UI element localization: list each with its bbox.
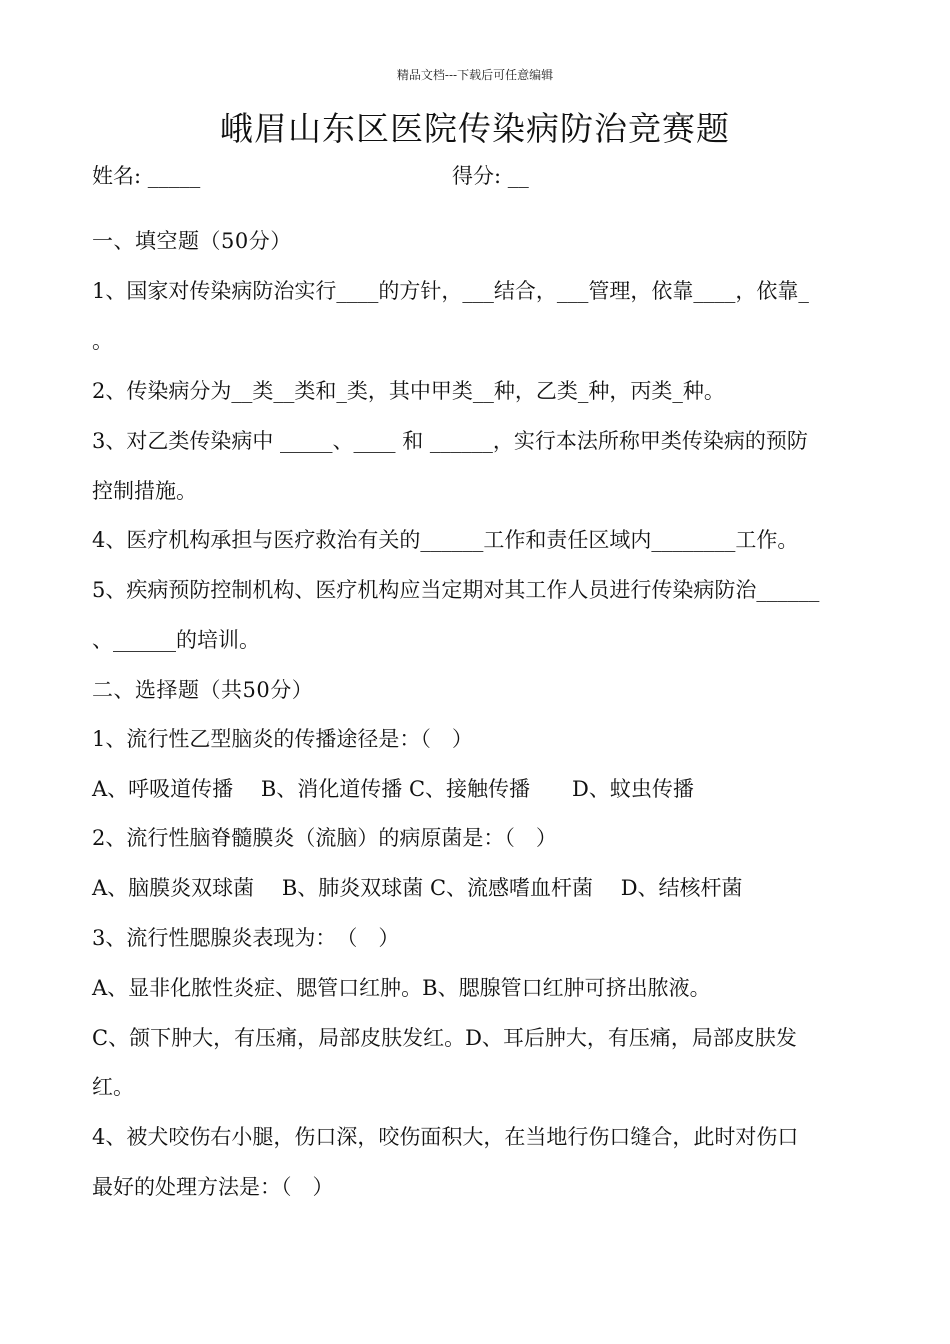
name-field-label: 姓名: _____ [92, 164, 201, 188]
question-line: 控制措施。 [92, 479, 197, 503]
header-note: 精品文档---下载后可任意编辑 [396, 68, 554, 82]
option-line: A、呼吸道传播 B、消化道传播 C、接触传播 D、蚊虫传播 [92, 777, 694, 801]
question-line: 4、被犬咬伤右小腿，伤口深，咬伤面积大，在当地行伤口缝合，此时对伤口 [92, 1125, 799, 1149]
page-title: 峨眉山东区医院传染病防治竞赛题 [220, 109, 730, 148]
question-line: 2、传染病分为__类__类和_类，其中甲类__种，乙类_种，丙类_种。 [92, 379, 725, 403]
question-line: 4、医疗机构承担与医疗救治有关的______工作和责任区域内________工作。 [92, 528, 799, 552]
question-line: 3、流行性腮腺炎表现为： （ ） [92, 926, 400, 950]
section-heading-multiple-choice: 二、选择题（共50分） [92, 678, 314, 702]
question-line: 5、疾病预防控制机构、医疗机构应当定期对其工作人员进行传染病防治______ [92, 578, 820, 602]
section-heading-fill-blank: 一、填空题（50分） [92, 229, 292, 253]
question-line: 最好的处理方法是：（ ） [92, 1175, 334, 1199]
option-line: A、显非化脓性炎症、腮管口红肿。B、腮腺管口红肿可挤出脓液。 [92, 976, 711, 1000]
question-line: 、______的培训。 [92, 628, 260, 652]
option-line: 红。 [92, 1075, 134, 1099]
question-line: 1、流行性乙型脑炎的传播途径是：（ ） [92, 727, 473, 751]
question-line: 1、国家对传染病防治实行____的方针，___结合，___管理，依靠____，依靠_ [92, 279, 809, 303]
question-line: 2、流行性脑脊髓膜炎（流脑）的病原菌是：（ ） [92, 826, 557, 850]
question-line: 。 [92, 329, 113, 353]
option-line: C、颌下肿大，有压痛，局部皮肤发红。D、耳后肿大，有压痛，局部皮肤发 [92, 1026, 797, 1050]
question-line: 3、对乙类传染病中 _____、____ 和 ______，实行本法所称甲类传染病的预防 [92, 429, 808, 453]
score-field-label: 得分: __ [452, 164, 529, 188]
option-line: A、脑膜炎双球菌 B、肺炎双球菌 C、流感嗜血杆菌 D、结核杆菌 [92, 876, 743, 900]
